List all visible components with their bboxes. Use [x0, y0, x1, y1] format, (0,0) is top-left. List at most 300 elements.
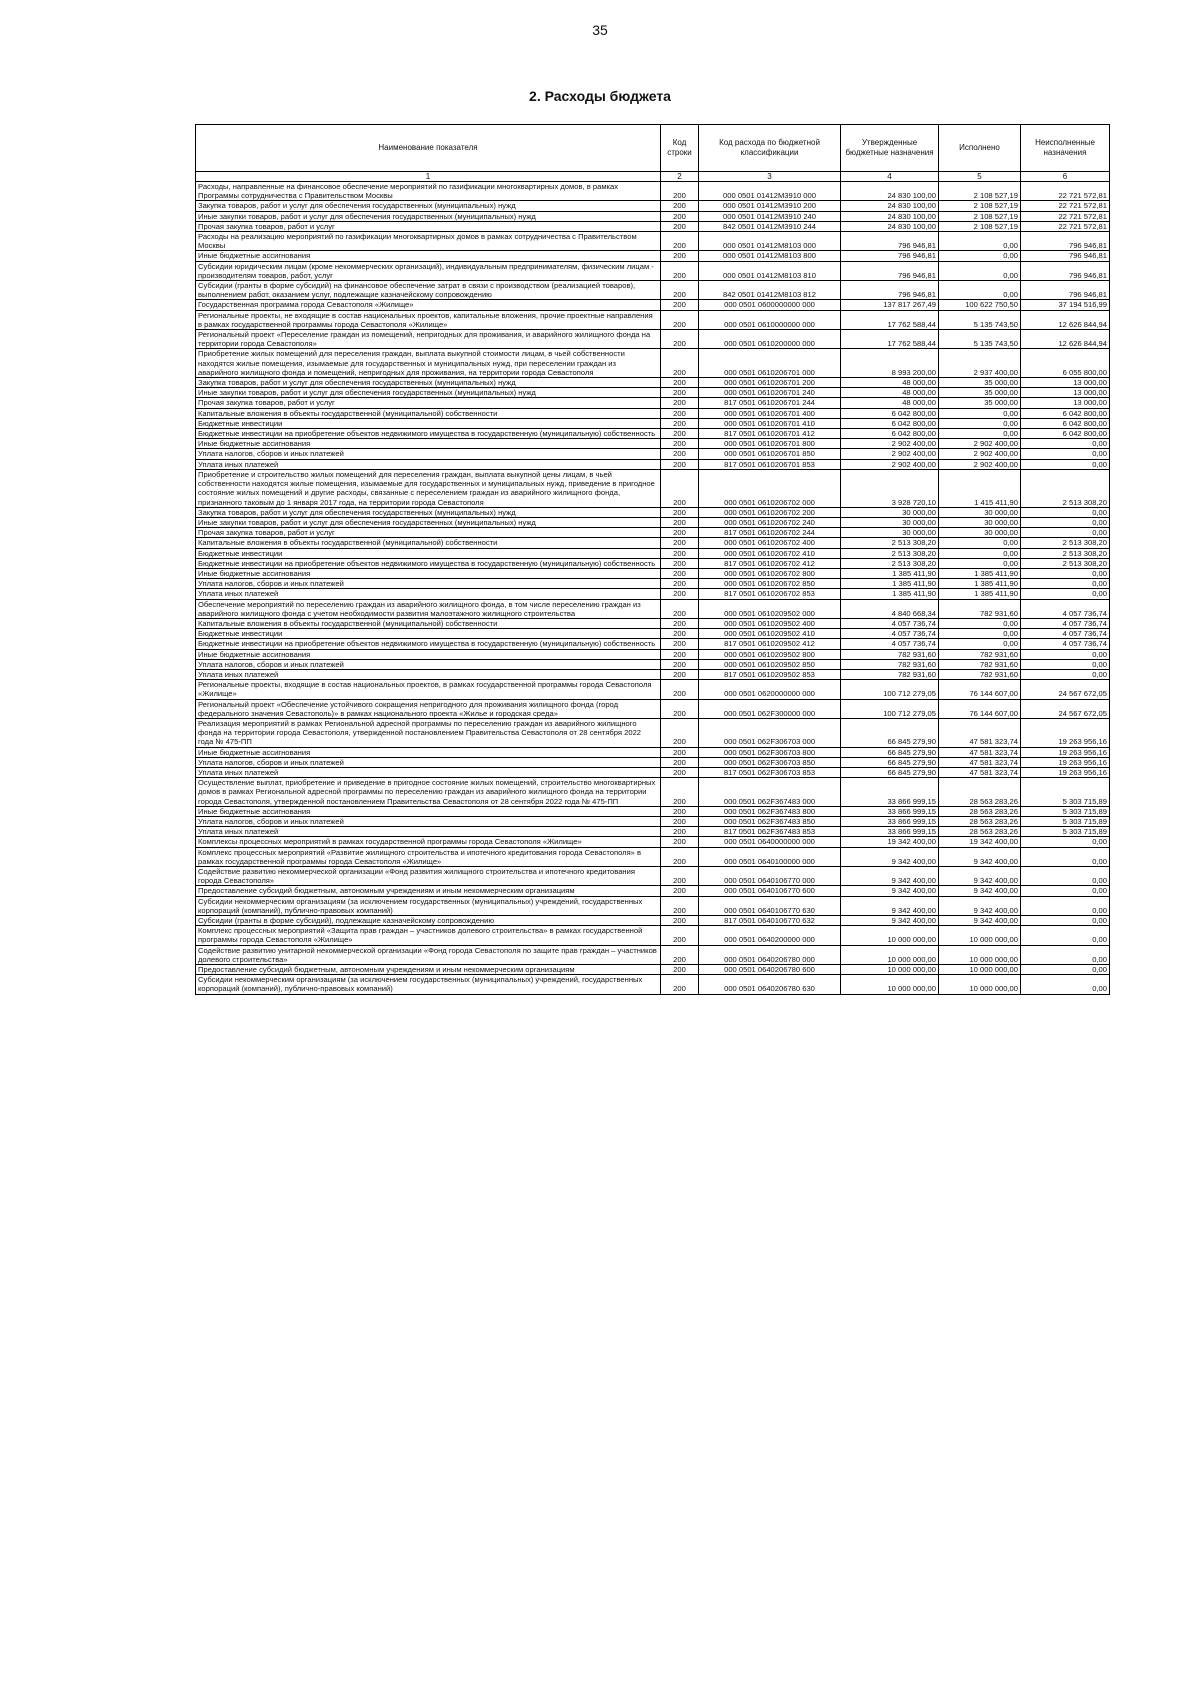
row-executed-cell: 0,00 [939, 261, 1021, 280]
row-approved-cell: 24 830 100,00 [841, 211, 939, 221]
row-approved-cell: 33 866 999,15 [841, 778, 939, 807]
row-name-cell: Субсидии юридическим лицам (кроме некоммерческих организаций), индивидуальным предпринимателям, физическим лицам - производителям товаров, работ, услуг [196, 261, 661, 280]
row-name-cell: Уплата налогов, сборов и иных платежей [196, 659, 661, 669]
row-line-code-cell: 200 [661, 599, 699, 618]
table-row [196, 579, 1110, 589]
table-row [196, 659, 1110, 669]
row-approved-cell: 30 000,00 [841, 517, 939, 527]
row-executed-cell: 0,00 [939, 251, 1021, 261]
row-approved-cell: 10 000 000,00 [841, 945, 939, 964]
row-unexecuted-cell: 19 263 956,16 [1021, 718, 1110, 747]
row-unexecuted-cell: 0,00 [1021, 659, 1110, 669]
row-name-cell: Капитальные вложения в объекты государственной (муниципальной) собственности [196, 618, 661, 628]
row-executed-cell: 2 902 400,00 [939, 449, 1021, 459]
row-executed-cell: 782 931,60 [939, 659, 1021, 669]
row-executed-cell: 10 000 000,00 [939, 926, 1021, 945]
row-line-code-cell: 200 [661, 330, 699, 349]
table-row [196, 261, 1110, 280]
row-line-code-cell: 200 [661, 517, 699, 527]
row-budget-code-cell: 817 0501 0610206701 412 [699, 429, 841, 439]
row-unexecuted-cell: 5 303 715,89 [1021, 817, 1110, 827]
row-approved-cell: 66 845 279,90 [841, 747, 939, 757]
row-unexecuted-cell: 0,00 [1021, 568, 1110, 578]
row-approved-cell: 782 931,60 [841, 669, 939, 679]
table-row [196, 916, 1110, 926]
expenses-table [195, 124, 1110, 995]
row-budget-code-cell: 000 0501 0610209502 850 [699, 659, 841, 669]
row-budget-code-cell: 000 0501 0610206702 800 [699, 568, 841, 578]
row-budget-code-cell: 000 0501 01412М3910 200 [699, 201, 841, 211]
row-approved-cell: 2 902 400,00 [841, 449, 939, 459]
row-name-cell: Прочая закупка товаров, работ и услуг [196, 528, 661, 538]
row-executed-cell: 47 581 323,74 [939, 718, 1021, 747]
row-line-code-cell: 200 [661, 965, 699, 975]
row-unexecuted-cell: 0,00 [1021, 528, 1110, 538]
row-budget-code-cell: 000 0501 0640106770 600 [699, 886, 841, 896]
row-budget-code-cell: 842 0501 01412М8103 812 [699, 281, 841, 300]
row-approved-cell: 17 762 588,44 [841, 330, 939, 349]
row-budget-code-cell: 000 0501 01412М8103 800 [699, 251, 841, 261]
row-name-cell: Уплата иных платежей [196, 459, 661, 469]
row-executed-cell: 28 563 283,26 [939, 817, 1021, 827]
row-name-cell: Региональные проекты, не входящие в состав национальных проектов, капитальные вложения, прочие проектные направления в рамках государственной программы города Севастополя «Жилище» [196, 310, 661, 329]
row-budget-code-cell: 000 0501 0640206780 630 [699, 975, 841, 994]
row-approved-cell: 4 840 668,34 [841, 599, 939, 618]
table-row [196, 507, 1110, 517]
row-executed-cell: 100 622 750,50 [939, 300, 1021, 310]
table-row [196, 408, 1110, 418]
table-row [196, 827, 1110, 837]
row-line-code-cell: 200 [661, 459, 699, 469]
row-budget-code-cell: 000 0501 0610000000 000 [699, 310, 841, 329]
row-approved-cell: 9 342 400,00 [841, 867, 939, 886]
row-approved-cell: 1 385 411,90 [841, 589, 939, 599]
row-approved-cell: 8 993 200,00 [841, 349, 939, 378]
row-executed-cell: 0,00 [939, 618, 1021, 628]
row-executed-cell: 782 931,60 [939, 649, 1021, 659]
row-budget-code-cell: 817 0501 0610206702 244 [699, 528, 841, 538]
table-row [196, 639, 1110, 649]
row-line-code-cell: 200 [661, 251, 699, 261]
row-unexecuted-cell: 13 000,00 [1021, 398, 1110, 408]
row-budget-code-cell: 000 0501 0640106770 630 [699, 896, 841, 915]
row-name-cell: Субсидии некоммерческим организациям (за исключением государственных (муниципальных) учреждений, государственных корпораций (компаний), публично-правовых компаний) [196, 896, 661, 915]
row-executed-cell: 30 000,00 [939, 507, 1021, 517]
row-approved-cell: 100 712 279,05 [841, 680, 939, 699]
row-approved-cell: 24 830 100,00 [841, 201, 939, 211]
row-executed-cell: 10 000 000,00 [939, 975, 1021, 994]
row-line-code-cell: 200 [661, 778, 699, 807]
row-approved-cell: 4 057 736,74 [841, 629, 939, 639]
column-header-name: Наименование показателя [196, 125, 661, 172]
table-row [196, 281, 1110, 300]
table-row [196, 439, 1110, 449]
row-name-cell: Иные бюджетные ассигнования [196, 649, 661, 659]
row-budget-code-cell: 000 0501 0640100000 000 [699, 847, 841, 866]
row-approved-cell: 48 000,00 [841, 388, 939, 398]
row-unexecuted-cell: 2 513 308,20 [1021, 558, 1110, 568]
row-unexecuted-cell: 4 057 736,74 [1021, 599, 1110, 618]
table-row [196, 221, 1110, 231]
row-name-cell: Иные закупки товаров, работ и услуг для обеспечения государственных (муниципальных) нужд [196, 211, 661, 221]
row-line-code-cell: 200 [661, 538, 699, 548]
row-line-code-cell: 200 [661, 221, 699, 231]
row-executed-cell: 1 385 411,90 [939, 568, 1021, 578]
table-row [196, 558, 1110, 568]
row-unexecuted-cell: 0,00 [1021, 886, 1110, 896]
row-name-cell: Региональный проект «Обеспечение устойчивого сокращения непригодного для проживания жилищного фонда (город федерального значения Севастополь)» в рамках национального проекта «Жилье и городская среда» [196, 699, 661, 718]
row-line-code-cell: 200 [661, 618, 699, 628]
row-line-code-cell: 200 [661, 680, 699, 699]
table-row [196, 718, 1110, 747]
row-budget-code-cell: 817 0501 0610209502 853 [699, 669, 841, 679]
row-budget-code-cell: 000 0501 062F367483 850 [699, 817, 841, 827]
row-unexecuted-cell: 0,00 [1021, 926, 1110, 945]
row-approved-cell: 17 762 588,44 [841, 310, 939, 329]
row-unexecuted-cell: 0,00 [1021, 669, 1110, 679]
row-executed-cell: 9 342 400,00 [939, 896, 1021, 915]
table-row [196, 538, 1110, 548]
table-row [196, 589, 1110, 599]
row-budget-code-cell: 817 0501 0610206702 412 [699, 558, 841, 568]
row-approved-cell: 30 000,00 [841, 528, 939, 538]
row-line-code-cell: 200 [661, 378, 699, 388]
row-line-code-cell: 200 [661, 945, 699, 964]
row-line-code-cell: 200 [661, 629, 699, 639]
row-name-cell: Расходы на реализацию мероприятий по газификации многоквартирных домов в рамках сотрудничества с Правительством Москвы [196, 232, 661, 251]
row-budget-code-cell: 817 0501 0610206701 244 [699, 398, 841, 408]
row-unexecuted-cell: 12 626 844,94 [1021, 310, 1110, 329]
table-row [196, 618, 1110, 628]
row-name-cell: Уплата иных платежей [196, 669, 661, 679]
table-row [196, 459, 1110, 469]
row-budget-code-cell: 000 0501 0610206702 400 [699, 538, 841, 548]
row-line-code-cell: 200 [661, 827, 699, 837]
row-approved-cell: 48 000,00 [841, 398, 939, 408]
row-executed-cell: 35 000,00 [939, 398, 1021, 408]
table-row [196, 926, 1110, 945]
table-row [196, 528, 1110, 538]
row-name-cell: Комплексы процессных мероприятий в рамках государственной программы города Севастополя «Жилище» [196, 837, 661, 847]
row-name-cell: Уплата налогов, сборов и иных платежей [196, 757, 661, 767]
row-approved-cell: 66 845 279,90 [841, 767, 939, 777]
row-budget-code-cell: 000 0501 01412М8103 810 [699, 261, 841, 280]
row-approved-cell: 66 845 279,90 [841, 757, 939, 767]
row-unexecuted-cell: 0,00 [1021, 847, 1110, 866]
row-executed-cell: 10 000 000,00 [939, 945, 1021, 964]
row-unexecuted-cell: 13 000,00 [1021, 388, 1110, 398]
row-name-cell: Приобретение и строительство жилых помещений для переселения граждан, выплата выкупной цены лицам, в чьей собственности находятся жилые помещения, изымаемые для государственных и муниципальных нужд, приведение в пригодное состояние жилых помещений и другие расходы, связанные с переселением граждан из аварийного жилищного фонда, признанного таковым до 1 января 2017 года, на территории города Севастополя [196, 469, 661, 507]
row-name-cell: Бюджетные инвестиции [196, 548, 661, 558]
row-approved-cell: 782 931,60 [841, 649, 939, 659]
row-name-cell: Капитальные вложения в объекты государственной (муниципальной) собственности [196, 538, 661, 548]
table-row [196, 300, 1110, 310]
row-line-code-cell: 200 [661, 349, 699, 378]
column-number: 2 [661, 172, 699, 182]
row-executed-cell: 19 342 400,00 [939, 837, 1021, 847]
row-unexecuted-cell: 4 057 736,74 [1021, 629, 1110, 639]
row-line-code-cell: 200 [661, 469, 699, 507]
row-executed-cell: 0,00 [939, 548, 1021, 558]
column-header-unexecuted: Неисполненные назначения [1021, 125, 1110, 172]
row-budget-code-cell: 000 0501 0640206780 000 [699, 945, 841, 964]
row-name-cell: Содействие развитию унитарной некоммерческой организации «Фонд города Севастополя по защите прав граждан – участников долевого строительства» [196, 945, 661, 964]
row-name-cell: Расходы, направленные на финансовое обеспечение мероприятий по газификации многоквартирных домов, в рамках Программы сотрудничества с Правительством Москвы [196, 182, 661, 201]
row-line-code-cell: 200 [661, 558, 699, 568]
row-unexecuted-cell: 5 303 715,89 [1021, 778, 1110, 807]
row-line-code-cell: 200 [661, 300, 699, 310]
row-name-cell: Уплата иных платежей [196, 827, 661, 837]
row-executed-cell: 9 342 400,00 [939, 916, 1021, 926]
row-executed-cell: 9 342 400,00 [939, 847, 1021, 866]
table-row [196, 398, 1110, 408]
row-line-code-cell: 200 [661, 429, 699, 439]
row-name-cell: Прочая закупка товаров, работ и услуг [196, 398, 661, 408]
row-approved-cell: 19 342 400,00 [841, 837, 939, 847]
row-executed-cell: 76 144 607,00 [939, 699, 1021, 718]
table-row [196, 767, 1110, 777]
column-number: 5 [939, 172, 1021, 182]
table-row [196, 201, 1110, 211]
row-approved-cell: 782 931,60 [841, 659, 939, 669]
row-approved-cell: 796 946,81 [841, 232, 939, 251]
row-budget-code-cell: 000 0501 0640206780 600 [699, 965, 841, 975]
row-line-code-cell: 200 [661, 757, 699, 767]
row-unexecuted-cell: 22 721 572,81 [1021, 221, 1110, 231]
table-row [196, 349, 1110, 378]
row-name-cell: Субсидии (гранты в форме субсидий) на финансовое обеспечение затрат в связи с производством (реализацией товаров), выполнением работ, оказанием услуг, подлежащие казначейскому сопровождению [196, 281, 661, 300]
document-title: 2. Расходы бюджета [529, 88, 671, 104]
row-unexecuted-cell: 37 194 516,99 [1021, 300, 1110, 310]
row-approved-cell: 2 902 400,00 [841, 439, 939, 449]
row-name-cell: Бюджетные инвестиции [196, 418, 661, 428]
row-unexecuted-cell: 0,00 [1021, 459, 1110, 469]
table-row [196, 251, 1110, 261]
row-unexecuted-cell: 6 042 800,00 [1021, 408, 1110, 418]
row-executed-cell: 0,00 [939, 429, 1021, 439]
row-unexecuted-cell: 12 626 844,94 [1021, 330, 1110, 349]
row-budget-code-cell: 000 0501 062F306703 800 [699, 747, 841, 757]
row-executed-cell: 1 385 411,90 [939, 589, 1021, 599]
row-name-cell: Закупка товаров, работ и услуг для обеспечения государственных (муниципальных) нужд [196, 378, 661, 388]
row-unexecuted-cell: 2 513 308,20 [1021, 548, 1110, 558]
row-approved-cell: 796 946,81 [841, 281, 939, 300]
column-header-line-code: Код строки [661, 125, 699, 172]
row-line-code-cell: 200 [661, 867, 699, 886]
row-name-cell: Осуществление выплат, приобретение и приведение в пригодное состояние жилых помещений, строительство многоквартирных домов в рамках Региональной адресной программы по переселению граждан из аварийного жилищного фонда на территории города Севастополя, утвержденной постановлением Правительства Севастополя от 28 сентября 2022 года № 475-ПП [196, 778, 661, 807]
row-executed-cell: 2 937 400,00 [939, 349, 1021, 378]
table-row [196, 847, 1110, 866]
row-unexecuted-cell: 22 721 572,81 [1021, 201, 1110, 211]
row-unexecuted-cell: 24 567 672,05 [1021, 680, 1110, 699]
row-budget-code-cell: 000 0501 01412М3910 240 [699, 211, 841, 221]
row-unexecuted-cell: 0,00 [1021, 916, 1110, 926]
row-budget-code-cell: 000 0501 01412М3910 000 [699, 182, 841, 201]
row-line-code-cell: 200 [661, 449, 699, 459]
row-approved-cell: 796 946,81 [841, 251, 939, 261]
row-executed-cell: 10 000 000,00 [939, 965, 1021, 975]
row-line-code-cell: 200 [661, 408, 699, 418]
row-unexecuted-cell: 0,00 [1021, 975, 1110, 994]
table-row [196, 778, 1110, 807]
row-unexecuted-cell: 0,00 [1021, 579, 1110, 589]
table-row [196, 747, 1110, 757]
row-unexecuted-cell: 13 000,00 [1021, 378, 1110, 388]
row-line-code-cell: 200 [661, 847, 699, 866]
row-budget-code-cell: 000 0501 0640106770 000 [699, 867, 841, 886]
row-unexecuted-cell: 4 057 736,74 [1021, 639, 1110, 649]
row-approved-cell: 3 928 720,10 [841, 469, 939, 507]
row-line-code-cell: 200 [661, 975, 699, 994]
row-unexecuted-cell: 2 513 308,20 [1021, 538, 1110, 548]
row-line-code-cell: 200 [661, 528, 699, 538]
row-unexecuted-cell: 6 055 800,00 [1021, 349, 1110, 378]
row-executed-cell: 2 902 400,00 [939, 459, 1021, 469]
row-unexecuted-cell: 0,00 [1021, 439, 1110, 449]
row-executed-cell: 30 000,00 [939, 528, 1021, 538]
row-approved-cell: 796 946,81 [841, 261, 939, 280]
row-executed-cell: 47 581 323,74 [939, 767, 1021, 777]
row-budget-code-cell: 817 0501 062F306703 853 [699, 767, 841, 777]
row-line-code-cell: 200 [661, 926, 699, 945]
row-executed-cell: 782 931,60 [939, 669, 1021, 679]
table-row [196, 211, 1110, 221]
row-budget-code-cell: 817 0501 062F367483 853 [699, 827, 841, 837]
row-line-code-cell: 200 [661, 886, 699, 896]
column-number: 3 [699, 172, 841, 182]
table-row [196, 867, 1110, 886]
row-unexecuted-cell: 796 946,81 [1021, 251, 1110, 261]
row-executed-cell: 28 563 283,26 [939, 778, 1021, 807]
row-executed-cell: 47 581 323,74 [939, 757, 1021, 767]
row-unexecuted-cell: 796 946,81 [1021, 281, 1110, 300]
row-approved-cell: 4 057 736,74 [841, 618, 939, 628]
row-budget-code-cell: 000 0501 0610200000 000 [699, 330, 841, 349]
row-executed-cell: 2 902 400,00 [939, 439, 1021, 449]
row-name-cell: Бюджетные инвестиции [196, 629, 661, 639]
row-budget-code-cell: 000 0501 0610209502 400 [699, 618, 841, 628]
row-name-cell: Комплекс процессных мероприятий «Развитие жилищного строительства и ипотечного кредитования города Севастополя» в рамках государственной программы города Севастополя «Жилище» [196, 847, 661, 866]
row-approved-cell: 10 000 000,00 [841, 965, 939, 975]
row-line-code-cell: 200 [661, 817, 699, 827]
row-approved-cell: 2 513 308,20 [841, 558, 939, 568]
row-budget-code-cell: 000 0501 062F300000 000 [699, 699, 841, 718]
row-executed-cell: 0,00 [939, 232, 1021, 251]
table-row [196, 806, 1110, 816]
row-approved-cell: 33 866 999,15 [841, 817, 939, 827]
row-unexecuted-cell: 796 946,81 [1021, 232, 1110, 251]
row-line-code-cell: 200 [661, 568, 699, 578]
row-unexecuted-cell: 0,00 [1021, 945, 1110, 964]
row-line-code-cell: 200 [661, 261, 699, 280]
row-name-cell: Уплата иных платежей [196, 589, 661, 599]
row-line-code-cell: 200 [661, 398, 699, 408]
row-budget-code-cell: 000 0501 062F306703 000 [699, 718, 841, 747]
row-budget-code-cell: 000 0501 0610206701 240 [699, 388, 841, 398]
row-line-code-cell: 200 [661, 649, 699, 659]
row-name-cell: Уплата налогов, сборов и иных платежей [196, 817, 661, 827]
table-row [196, 517, 1110, 527]
row-approved-cell: 33 866 999,15 [841, 827, 939, 837]
table-row [196, 975, 1110, 994]
row-name-cell: Закупка товаров, работ и услуг для обеспечения государственных (муниципальных) нужд [196, 507, 661, 517]
row-line-code-cell: 200 [661, 659, 699, 669]
row-unexecuted-cell: 2 513 308,20 [1021, 469, 1110, 507]
row-line-code-cell: 200 [661, 182, 699, 201]
row-approved-cell: 6 042 800,00 [841, 408, 939, 418]
table-row [196, 232, 1110, 251]
row-budget-code-cell: 000 0501 0610206701 200 [699, 378, 841, 388]
row-name-cell: Предоставление субсидий бюджетным, автономным учреждениям и иным некоммерческим организациям [196, 886, 661, 896]
row-line-code-cell: 200 [661, 507, 699, 517]
row-name-cell: Иные бюджетные ассигнования [196, 806, 661, 816]
column-header-budget-code: Код расхода по бюджетной классификации [699, 125, 841, 172]
row-budget-code-cell: 000 0501 01412М8103 000 [699, 232, 841, 251]
row-approved-cell: 6 042 800,00 [841, 418, 939, 428]
row-line-code-cell: 200 [661, 211, 699, 221]
row-budget-code-cell: 000 0501 0610206702 240 [699, 517, 841, 527]
row-executed-cell: 0,00 [939, 558, 1021, 568]
table-body [196, 182, 1110, 995]
table-row [196, 699, 1110, 718]
row-executed-cell: 9 342 400,00 [939, 886, 1021, 896]
table-row [196, 418, 1110, 428]
row-approved-cell: 100 712 279,05 [841, 699, 939, 718]
table-row [196, 669, 1110, 679]
row-approved-cell: 66 845 279,90 [841, 718, 939, 747]
row-line-code-cell: 200 [661, 201, 699, 211]
row-name-cell: Иные закупки товаров, работ и услуг для обеспечения государственных (муниципальных) нужд [196, 388, 661, 398]
row-name-cell: Иные бюджетные ассигнования [196, 747, 661, 757]
row-name-cell: Региональный проект «Переселение граждан из помещений, непригодных для проживания, и аварийного жилищного фонда на территории города Севастополя» [196, 330, 661, 349]
row-executed-cell: 28 563 283,26 [939, 806, 1021, 816]
row-name-cell: Иные бюджетные ассигнования [196, 251, 661, 261]
row-name-cell: Иные закупки товаров, работ и услуг для обеспечения государственных (муниципальных) нужд [196, 517, 661, 527]
row-name-cell: Уплата налогов, сборов и иных платежей [196, 579, 661, 589]
row-budget-code-cell: 000 0501 0610209502 000 [699, 599, 841, 618]
row-name-cell: Иные бюджетные ассигнования [196, 568, 661, 578]
row-executed-cell: 9 342 400,00 [939, 867, 1021, 886]
row-executed-cell: 35 000,00 [939, 388, 1021, 398]
row-line-code-cell: 200 [661, 767, 699, 777]
row-budget-code-cell: 000 0501 0610206702 410 [699, 548, 841, 558]
row-budget-code-cell: 000 0501 0610206701 400 [699, 408, 841, 418]
row-unexecuted-cell: 0,00 [1021, 837, 1110, 847]
row-executed-cell: 2 108 527,19 [939, 221, 1021, 231]
row-line-code-cell: 200 [661, 639, 699, 649]
row-unexecuted-cell: 0,00 [1021, 649, 1110, 659]
row-executed-cell: 1 385 411,90 [939, 579, 1021, 589]
row-name-cell: Бюджетные инвестиции на приобретение объектов недвижимого имущества в государственную (муниципальную) собственность [196, 558, 661, 568]
table-row [196, 649, 1110, 659]
row-line-code-cell: 200 [661, 310, 699, 329]
row-executed-cell: 0,00 [939, 538, 1021, 548]
row-approved-cell: 137 817 267,49 [841, 300, 939, 310]
row-unexecuted-cell: 0,00 [1021, 449, 1110, 459]
row-unexecuted-cell: 6 042 800,00 [1021, 418, 1110, 428]
row-approved-cell: 2 513 308,20 [841, 548, 939, 558]
row-executed-cell: 0,00 [939, 639, 1021, 649]
row-approved-cell: 9 342 400,00 [841, 896, 939, 915]
page-number: 35 [592, 22, 608, 38]
column-header-approved: Утвержденные бюджетные назначения [841, 125, 939, 172]
row-budget-code-cell: 000 0501 0610206701 850 [699, 449, 841, 459]
row-name-cell: Обеспечение мероприятий по переселению граждан из аварийного жилищного фонда, в том числе переселению граждан из аварийного жилищного фонда с учетом необходимости развития малоэтажного жилищного строительства [196, 599, 661, 618]
row-executed-cell: 0,00 [939, 408, 1021, 418]
row-line-code-cell: 200 [661, 837, 699, 847]
row-executed-cell: 2 108 527,19 [939, 211, 1021, 221]
table-row [196, 896, 1110, 915]
